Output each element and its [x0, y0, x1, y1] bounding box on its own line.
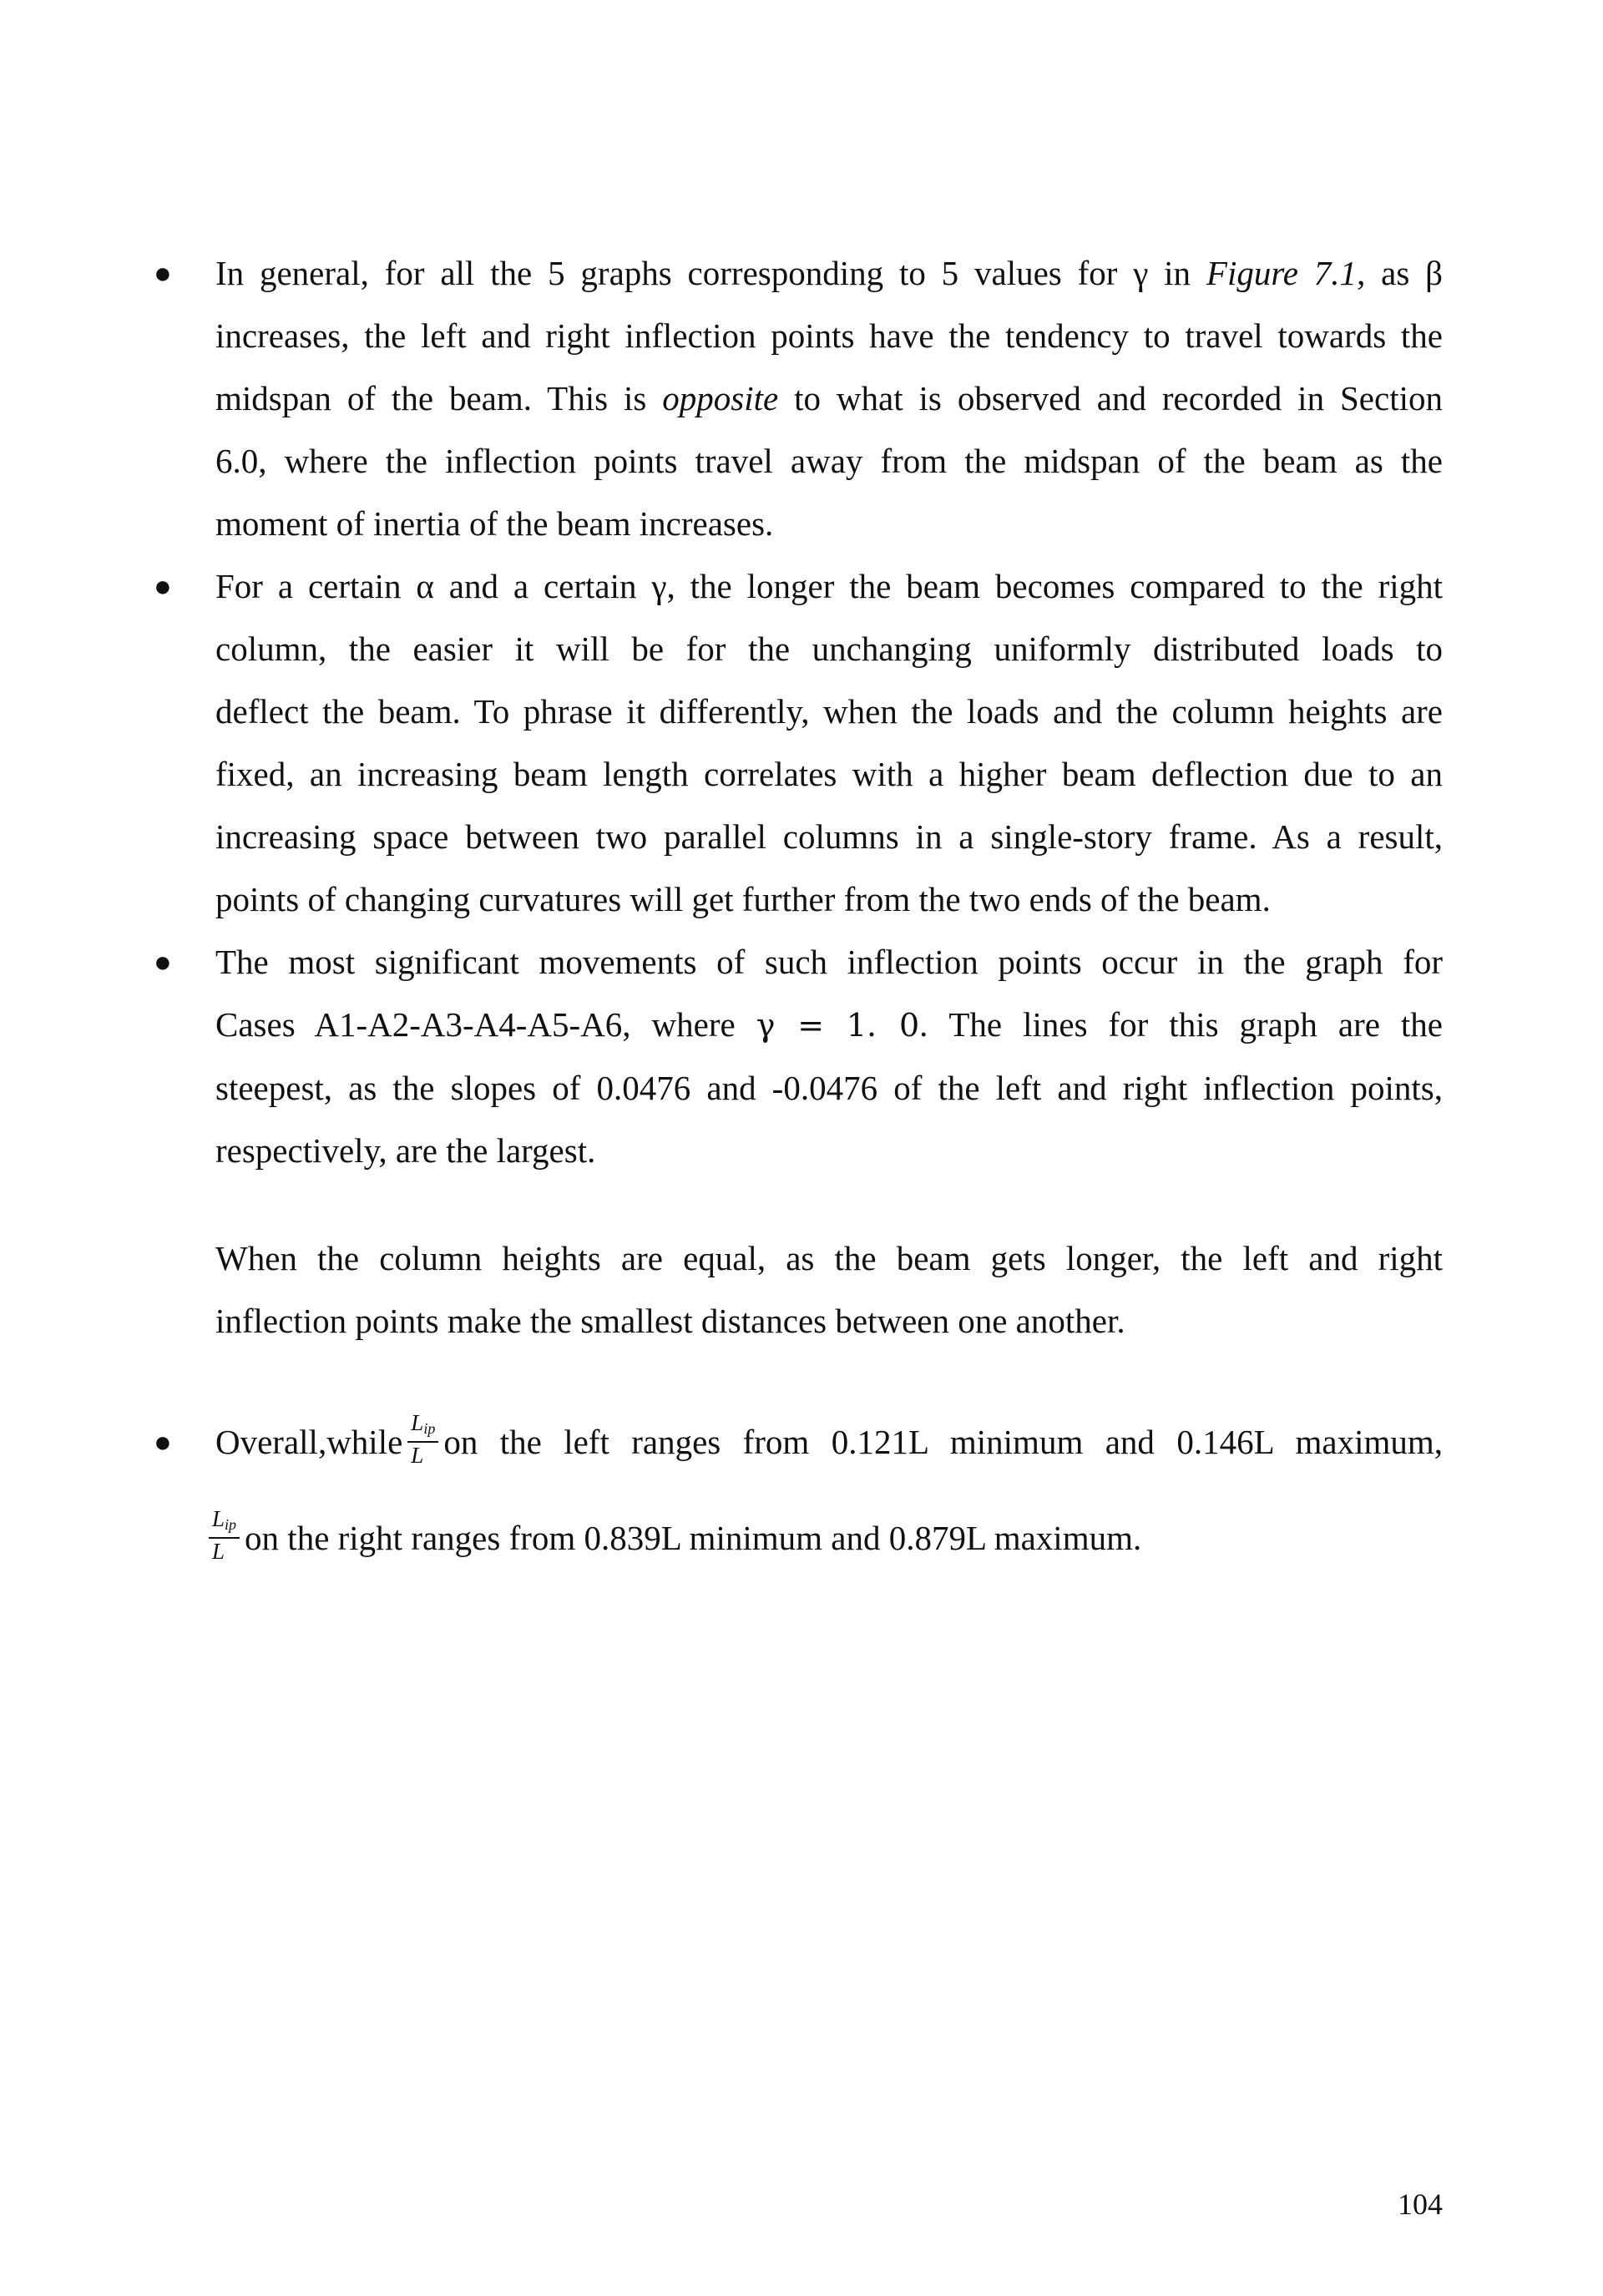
paragraph-line: For a certain α and a certain γ, the longer the beam becomes compared to the right [215, 567, 1443, 605]
fraction-numerator: $L_{ip}$ [407, 1410, 438, 1443]
paragraph-line: Cases A1-A2-A3-A4-A5-A6, where γ = 1. 0. The lines for this graph are the [215, 1005, 1443, 1044]
bullet-marker: ● [154, 569, 172, 603]
paragraph-line: points of changing curvatures will get further from the two ends of the beam. [215, 880, 1271, 918]
bullet-marker: ● [154, 256, 172, 290]
paragraph-line: 6.0, where the inflection points travel away from the midspan of the beam as the [215, 442, 1443, 480]
fraction-lip-over-l [209, 1506, 240, 1564]
paragraph-line: midspan of the beam. This is opposite to what is observed and recorded in Section [215, 379, 1443, 417]
overall-line-2-text: on the right ranges from 0.839L minimum and 0.879L maximum. [245, 1519, 1142, 1557]
bullet-marker: ● [154, 1425, 172, 1459]
bullet-paragraph-2 [215, 555, 1443, 931]
italic-text: opposite [662, 379, 779, 417]
overall-line-1 [215, 1411, 1443, 1474]
overall-prefix: Overall,while [215, 1423, 403, 1461]
paragraph-line: When the column heights are equal, as the beam gets longer, the left and right [215, 1239, 1443, 1277]
italic-text: Figure 7.1 [1206, 254, 1358, 292]
paragraph-line: In general, for all the 5 graphs corresponding to 5 values for γ in Figure 7.1, as β [215, 254, 1443, 292]
paragraph-line: increases, the left and right inflection points have the tendency to travel towards the [215, 316, 1443, 355]
bullet-paragraph-1 [215, 242, 1443, 555]
fraction-numerator: $L_{ip}$ [209, 1506, 240, 1539]
overall-line-1-text: on the left ranges from 0.121L minimum and 0.146L maximum, [443, 1423, 1443, 1461]
paragraph-line: deflect the beam. To phrase it differently, when the loads and the column heights are [215, 692, 1443, 731]
overall-line-2 [209, 1507, 1436, 1570]
fraction-denominator: L [212, 1539, 225, 1565]
paragraph-line: The most significant movements of such inflection points occur in the graph for [215, 943, 1443, 981]
fraction-denominator: L [411, 1443, 424, 1469]
body-paragraph [215, 1227, 1443, 1353]
paragraph-line: respectively, are the largest. [215, 1131, 596, 1170]
page-number: 104 [1398, 2187, 1443, 2221]
fraction-lip-over-l [407, 1410, 438, 1468]
paragraph-line: column, the easier it will be for the unchanging uniformly distributed loads to [215, 630, 1443, 668]
bullet-paragraph-3 [215, 931, 1443, 1182]
paragraph-line: fixed, an increasing beam length correlates with a higher beam deflection due to an [215, 755, 1443, 793]
paragraph-line: increasing space between two parallel columns in a single-story frame. As a result, [215, 817, 1443, 856]
bullet-marker: ● [154, 945, 172, 979]
paragraph-line: steepest, as the slopes of 0.0476 and -0.0476 of the left and right inflection points, [215, 1069, 1443, 1107]
paragraph-line: moment of inertia of the beam increases. [215, 504, 774, 543]
paragraph-line: inflection points make the smallest distances between one another. [215, 1302, 1125, 1340]
math-expression: γ = 1. 0 [756, 1007, 920, 1044]
